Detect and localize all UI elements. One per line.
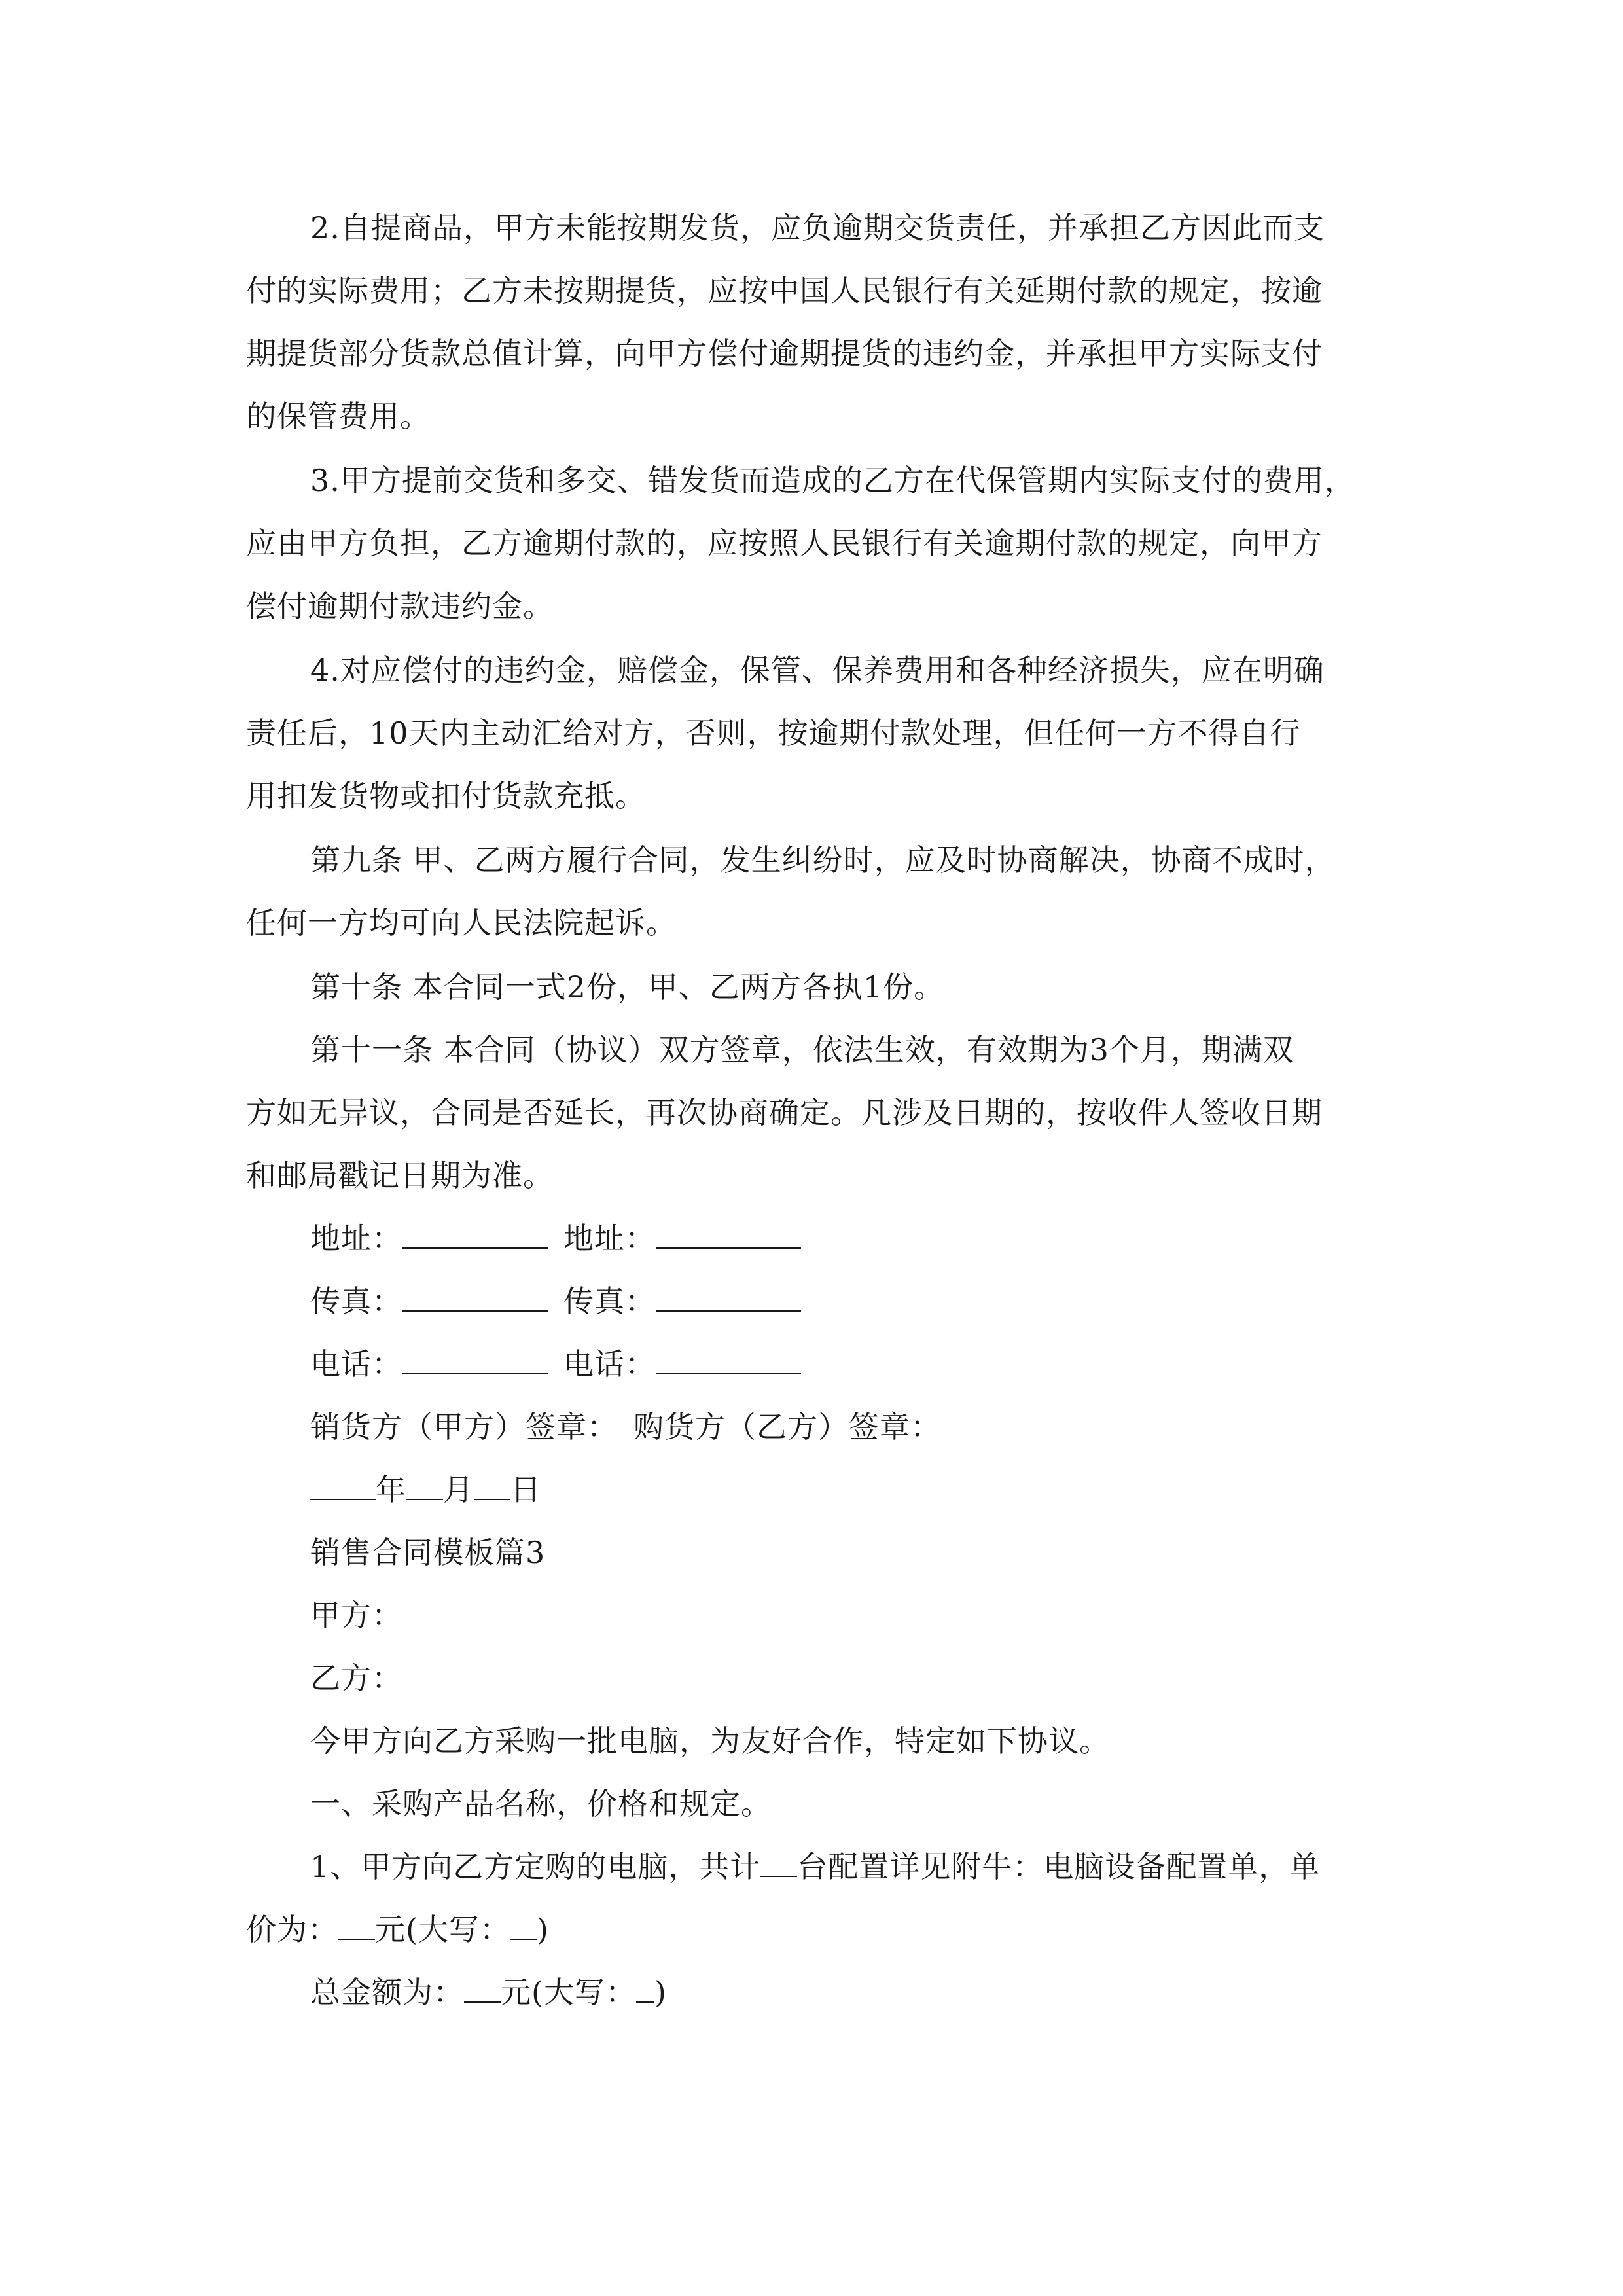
- unit-price-label: 价为：: [246, 1912, 338, 1947]
- article-11-line-3: 和邮局戳记日期为准。: [246, 1158, 554, 1193]
- month-label: 月: [443, 1472, 474, 1507]
- paragraph-3-line-3: 偿付逾期付款违约金。: [246, 588, 554, 624]
- paragraph-2-line-2: 付的实际费用；乙方未按期提货，应按中国人民银行有关延期付款的规定，按逾: [246, 273, 1323, 308]
- article-11-line-2: 方如无异议，合同是否延长，再次协商确定。凡涉及日期的，按收件人签收日期: [246, 1095, 1323, 1130]
- address-label-seller: 地址：: [310, 1221, 402, 1256]
- section-3-intro: 今甲方向乙方采购一批电脑，为友好合作，特定如下协议。: [310, 1723, 1110, 1759]
- item-1-line-1: [310, 1847, 1462, 1886]
- fax-row: [310, 1282, 1462, 1321]
- article-10: 第十条 本合同一式2份，甲、乙两方各执1份。: [310, 969, 945, 1005]
- phone-label-buyer: 电话：: [563, 1346, 656, 1382]
- party-b-label: 乙方：: [310, 1660, 402, 1696]
- date-row: [310, 1470, 1462, 1509]
- total-amount-line: [310, 1973, 1462, 2012]
- total-amount-label: 总金额为：: [310, 1975, 464, 2010]
- total-amount-field[interactable]: [464, 1973, 501, 2003]
- total-close-paren: ): [654, 1975, 667, 2010]
- address-label-buyer: 地址：: [563, 1221, 656, 1256]
- unit-price-uppercase-label: 元(大写：: [375, 1912, 510, 1947]
- paragraph-4-line-2: 责任后，10天内主动汇给对方，否则，按逾期付款处理，但任何一方不得自行: [246, 715, 1301, 751]
- month-field[interactable]: [406, 1470, 443, 1500]
- unit-price-close-paren: ): [536, 1912, 549, 1947]
- fax-field-buyer[interactable]: [656, 1282, 801, 1312]
- paragraph-2-line-3: 期提货部分货款总值计算，向甲方偿付逾期提货的违约金，并承担甲方实际支付: [246, 336, 1323, 371]
- paragraph-2-line-4: 的保管费用。: [246, 399, 431, 434]
- year-field[interactable]: [310, 1470, 376, 1500]
- article-11-line-1: 第十一条 本合同（协议）双方签章，依法生效，有效期为3个月，期满双: [310, 1032, 1294, 1067]
- paragraph-3-line-1: 3.甲方提前交货和多交、错发货而造成的乙方在代保管期内实际支付的费用，: [310, 463, 1355, 498]
- section-3-title: 销售合同模板篇3: [310, 1535, 546, 1570]
- paragraph-2-line-1: 2.自提商品，甲方未能按期发货，应负逾期交货责任，并承担乙方因此而支: [310, 210, 1325, 245]
- article-9-line-2: 任何一方均可向人民法院起诉。: [246, 905, 677, 941]
- seller-signature-label: 销货方（甲方）签章：: [310, 1409, 618, 1444]
- year-label: 年: [376, 1472, 406, 1507]
- item-1-text-part1: 1、甲方向乙方定购的电脑，共计: [310, 1849, 761, 1884]
- address-field-buyer[interactable]: [656, 1219, 801, 1249]
- section-3-heading-1: 一、采购产品名称，价格和规定。: [310, 1786, 772, 1821]
- fax-label-buyer: 传真：: [563, 1283, 656, 1319]
- total-uppercase-field[interactable]: [636, 1973, 654, 2003]
- phone-label-seller: 电话：: [310, 1346, 402, 1382]
- buyer-signature-label: 购货方（乙方）签章：: [633, 1409, 941, 1444]
- day-field[interactable]: [474, 1470, 510, 1500]
- paragraph-4-line-3: 用扣发货物或扣付货款充抵。: [246, 778, 646, 814]
- paragraph-4-line-1: 4.对应偿付的违约金，赔偿金，保管、保养费用和各种经济损失，应在明确: [310, 653, 1325, 688]
- address-field-seller[interactable]: [402, 1219, 548, 1249]
- item-1-line-2: [246, 1910, 1398, 1949]
- unit-price-uppercase-field[interactable]: [510, 1910, 537, 1940]
- day-label: 日: [510, 1472, 541, 1507]
- address-row: [310, 1219, 1462, 1258]
- item-1-text-part2: 台配置详见附牛：电脑设备配置单，单: [797, 1849, 1321, 1884]
- total-uppercase-label: 元(大写：: [501, 1975, 636, 2010]
- phone-row: [310, 1344, 1462, 1384]
- computer-quantity-field[interactable]: [760, 1847, 797, 1877]
- fax-field-seller[interactable]: [402, 1282, 548, 1312]
- phone-field-buyer[interactable]: [656, 1344, 801, 1374]
- unit-price-field[interactable]: [338, 1910, 375, 1940]
- party-a-label: 甲方：: [310, 1598, 402, 1633]
- article-9-line-1: 第九条 甲、乙两方履行合同，发生纠纷时，应及时协商解决，协商不成时，: [310, 842, 1336, 878]
- signature-row: [310, 1407, 1462, 1446]
- paragraph-3-line-2: 应由甲方负担，乙方逾期付款的，应按照人民银行有关逾期付款的规定，向甲方: [246, 526, 1323, 561]
- fax-label-seller: 传真：: [310, 1283, 402, 1319]
- phone-field-seller[interactable]: [402, 1344, 548, 1374]
